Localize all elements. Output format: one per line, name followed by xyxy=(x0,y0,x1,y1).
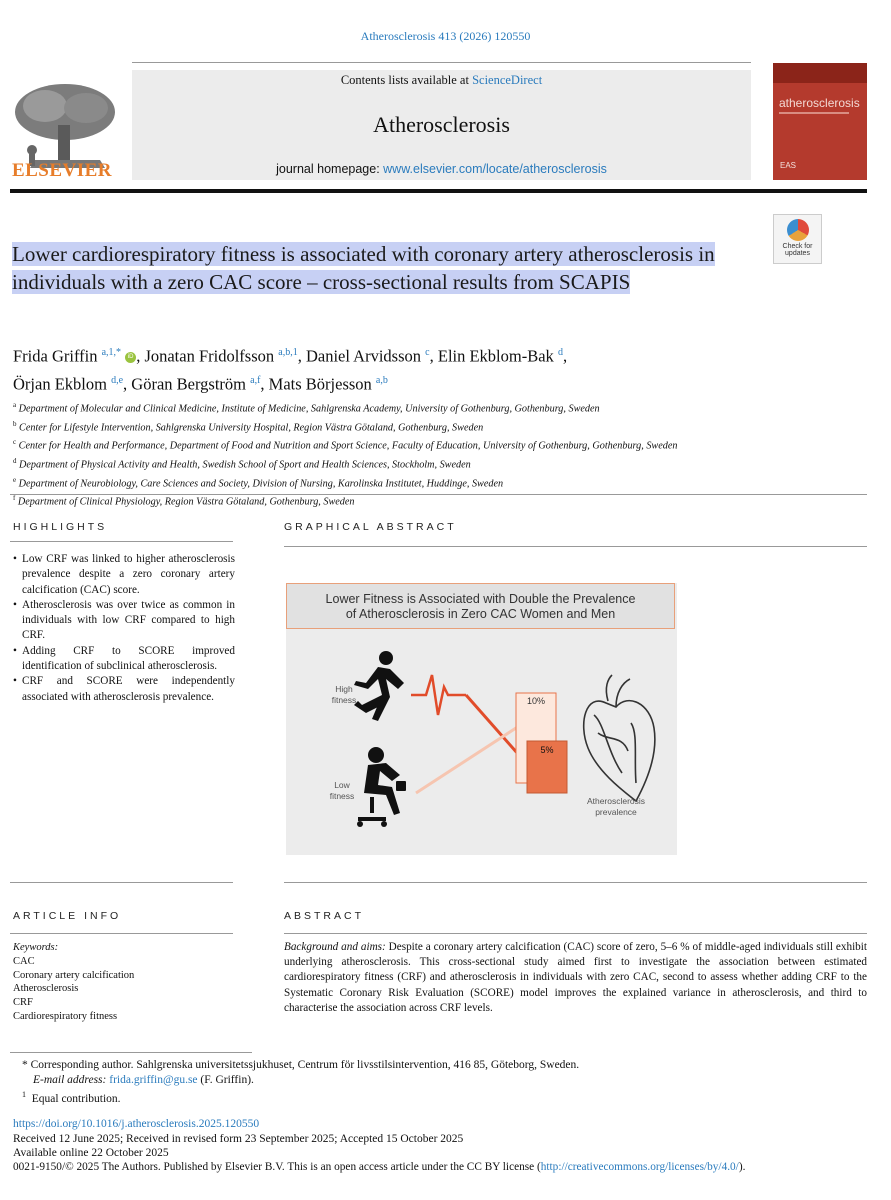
affiliation-key: e xyxy=(13,475,17,484)
affiliation-text: Department of Clinical Physiology, Region Västra Götaland, Gothenburg, Sweden xyxy=(17,496,355,508)
affiliation-item xyxy=(13,473,803,492)
affiliation-item xyxy=(13,398,803,417)
highlight-item: • CRF and SCORE were independently associated with atherosclerosis prevalence. xyxy=(13,674,235,705)
author-affiliation-marks[interactable]: a,1,* xyxy=(101,347,122,358)
graphical-abstract-bottom-rule xyxy=(284,882,867,883)
equal-contribution-note xyxy=(22,1088,862,1106)
cover-society: EAS xyxy=(780,161,797,170)
section-divider xyxy=(10,494,867,495)
bar-label-10: 10% xyxy=(526,696,545,706)
license-link[interactable]: http://creativecommons.org/licenses/by/4.0/ xyxy=(540,1161,739,1173)
author-affiliation-marks[interactable]: d,e xyxy=(111,374,124,386)
keyword-item[interactable]: Cardiorespiratory fitness xyxy=(13,1010,118,1022)
journal-cover[interactable] xyxy=(773,63,867,180)
journal-title: Atherosclerosis xyxy=(373,112,510,137)
cover-subtitle-rule xyxy=(779,112,849,114)
article-info-rule xyxy=(10,933,233,934)
received-dates: Received 12 June 2025; Received in revised form 23 September 2025; Accepted 15 October 2025 xyxy=(13,1133,464,1145)
email-link[interactable]: frida.griffin@gu.se xyxy=(109,1074,198,1086)
highlight-item: • Low CRF was linked to higher atherosclerosis prevalence despite a zero coronary artery calcification (CAC) score. xyxy=(13,552,235,598)
author-separator: , xyxy=(297,346,306,366)
publisher-wordmark: ELSEVIER xyxy=(11,160,113,181)
affiliation-text: Department of Physical Activity and Health, Swedish School of Sport and Health Sciences, Stockholm, Sweden xyxy=(19,459,471,471)
author-separator: , xyxy=(123,374,132,393)
affiliation-item xyxy=(13,435,803,454)
contents-prefix: Contents lists available at xyxy=(340,73,473,87)
journal-citation[interactable]: Atherosclerosis 413 (2026) 120550 xyxy=(360,29,531,43)
low-fitness-label-line-1: Low xyxy=(334,780,350,790)
author-affiliation-marks[interactable]: a,b,1 xyxy=(278,347,298,358)
author-affiliation-marks[interactable]: d xyxy=(557,347,563,358)
affiliation-text: Center for Health and Performance, Department of Food and Nutrition and Sport Science, Faculty of Education, University of Gothenburg, Gothenburg, Sweden xyxy=(18,440,678,452)
affiliation-key: f xyxy=(13,494,16,503)
high-fitness-label xyxy=(324,684,364,706)
author-name[interactable]: Frida Griffin xyxy=(13,346,98,366)
affiliation-key: b xyxy=(13,419,17,428)
graphical-abstract-rule xyxy=(284,546,867,547)
ga-banner-line-2: of Atherosclerosis in Zero CAC Women and Men xyxy=(345,607,616,621)
keyword-item[interactable]: Atherosclerosis xyxy=(13,983,79,995)
article-info-heading: ARTICLE INFO xyxy=(13,910,122,922)
author-separator: , xyxy=(136,346,145,366)
check-updates-label: Check for updates xyxy=(782,243,813,257)
equal-text: Equal contribution. xyxy=(31,1092,121,1105)
header-divider xyxy=(132,62,751,63)
author-separator: , xyxy=(429,346,438,366)
affiliation-key: a xyxy=(13,401,17,409)
footnote-rule xyxy=(10,1052,252,1053)
low-fitness-label-line-2: fitness xyxy=(329,791,355,801)
author-affiliation-marks[interactable]: a,b xyxy=(375,374,388,386)
check-updates-icon xyxy=(787,219,809,241)
highlights-rule xyxy=(10,541,233,542)
abstract-rule xyxy=(284,933,867,934)
author-name[interactable]: Göran Bergström xyxy=(131,374,246,393)
highlights-heading: HIGHLIGHTS xyxy=(13,521,108,533)
cover-strip xyxy=(773,63,867,83)
affiliation-key: d xyxy=(13,457,17,466)
license-suffix: ). xyxy=(738,1161,746,1173)
available-online: Available online 22 October 2025 xyxy=(13,1147,169,1159)
author-separator: , xyxy=(260,374,269,393)
check-for-updates-button[interactable] xyxy=(773,214,822,264)
highlights-list xyxy=(13,552,235,705)
affiliation-item xyxy=(13,417,803,436)
graphical-abstract-figure[interactable] xyxy=(286,583,677,855)
author-separator: , xyxy=(562,346,568,366)
atherosclerosis-prevalence-line-1: Atherosclerosis xyxy=(586,796,646,806)
orcid-icon[interactable]: iD xyxy=(125,352,136,363)
article-title xyxy=(12,240,762,296)
homepage-label: journal homepage: xyxy=(276,162,384,176)
corresponding-author-note: * Corresponding author. Sahlgrenska universitetssjukhuset, Centrum för livsstilsintervention, 416 85, Göteborg, Sweden. xyxy=(22,1059,580,1071)
highlights-bottom-rule xyxy=(10,882,233,883)
ga-banner-line-1: Lower Fitness is Associated with Double the Prevalence xyxy=(325,592,636,606)
author-list xyxy=(13,341,773,396)
author-name[interactable]: Daniel Arvidsson xyxy=(305,346,422,366)
heartbeat-line xyxy=(411,675,466,715)
affiliation-text: Department of Molecular and Clinical Medicine, Institute of Medicine, Sahlgrenska Academy, University of Gothenburg, Gothenburg, Sweden xyxy=(18,403,600,415)
email-label: E-mail address: xyxy=(33,1074,110,1086)
sciencedirect-link[interactable]: ScienceDirect xyxy=(472,73,543,87)
low-fitness-label xyxy=(322,780,362,802)
keyword-item[interactable]: Coronary artery calcification xyxy=(13,969,135,981)
high-fitness-label-line-2: fitness xyxy=(331,695,357,705)
homepage-link[interactable]: www.elsevier.com/locate/atherosclerosis xyxy=(383,162,607,176)
contents-line xyxy=(132,73,751,88)
email-note xyxy=(33,1073,873,1087)
keywords-block xyxy=(13,941,235,1024)
bar-label-5: 5% xyxy=(540,745,554,755)
author-name[interactable]: Örjan Ekblom xyxy=(13,374,107,393)
abstract-text: Despite a coronary artery calcification (CAC) score of zero, 5–6 % of middle-aged individuals still exhibit underlying atherosclerosis. This cross-sectional study aimed first to investigate the association between estimated cardiorespiratory fitness (CRF) and atherosclerosis in individuals with zero CAC, second to assess whether adding CRF to the Systematic Coronary Risk Evaluation (SCORE) model improves the explained variance in atherosclerosis, and third to characterise the association across CRF levels. xyxy=(284,941,867,1014)
article-title-text: Lower cardiorespiratory fitness is associated with coronary artery atherosclerosis in individuals with a zero CAC score – cross-sectional results from SCAPIS xyxy=(12,242,715,294)
author-name[interactable]: Elin Ekblom-Bak xyxy=(437,346,554,366)
affiliation-key: c xyxy=(13,438,17,447)
graphical-abstract-heading: GRAPHICAL ABSTRACT xyxy=(284,521,457,533)
affiliation-item xyxy=(13,454,803,473)
author-name[interactable]: Mats Börjesson xyxy=(268,374,372,393)
highlight-item: • Atherosclerosis was over twice as common in individuals with low CRF compared to high CRF. xyxy=(13,598,235,644)
keyword-item[interactable]: CAC xyxy=(13,955,35,967)
license-line xyxy=(13,1160,879,1174)
homepage-line xyxy=(132,162,751,176)
affiliation-text: Center for Lifestyle Intervention, Sahlgrenska University Hospital, Region Västra Götaland, Gothenburg, Sweden xyxy=(19,422,484,434)
author-affiliation-marks[interactable]: c xyxy=(425,347,430,358)
atherosclerosis-prevalence-label xyxy=(576,796,656,818)
high-fitness-label-line-1: High xyxy=(335,684,353,694)
license-prefix: 0021-9150/© 2025 The Authors. Published by Elsevier B.V. This is an open access article under the CC BY license ( xyxy=(13,1161,541,1173)
author-name[interactable]: Jonatan Fridolfsson xyxy=(144,346,275,366)
keywords-label: Keywords: xyxy=(13,942,59,953)
doi-link[interactable]: https://doi.org/10.1016/j.atherosclerosis.2025.120550 xyxy=(13,1118,260,1130)
seated-person-icon xyxy=(357,747,406,827)
abstract-lead: Background and aims: xyxy=(284,941,386,953)
highlight-item: • Adding CRF to SCORE improved identification of subclinical atherosclerosis. xyxy=(13,644,235,675)
abstract-heading: ABSTRACT xyxy=(284,910,365,922)
header-thick-rule xyxy=(10,189,867,193)
atherosclerosis-prevalence-line-2: prevalence xyxy=(595,807,637,817)
journal-banner xyxy=(132,70,751,180)
corresponding-text: Corresponding author. Sahlgrenska universitetssjukhuset, Centrum för livsstilsintervention, 416 85, Göteborg, Sweden. xyxy=(30,1059,580,1071)
equal-mark: 1 xyxy=(22,1090,26,1099)
affiliation-text: Department of Neurobiology, Care Sciences and Society, Division of Nursing, Karolinska Institutet, Huddinge, Sweden xyxy=(18,478,504,490)
abstract-body xyxy=(284,940,867,1016)
cover-title: atherosclerosis xyxy=(779,96,860,110)
heart-icon xyxy=(584,675,655,801)
email-suffix: (F. Griffin). xyxy=(197,1074,254,1086)
keyword-item[interactable]: CRF xyxy=(13,997,33,1009)
author-affiliation-marks[interactable]: a,f xyxy=(250,374,261,386)
